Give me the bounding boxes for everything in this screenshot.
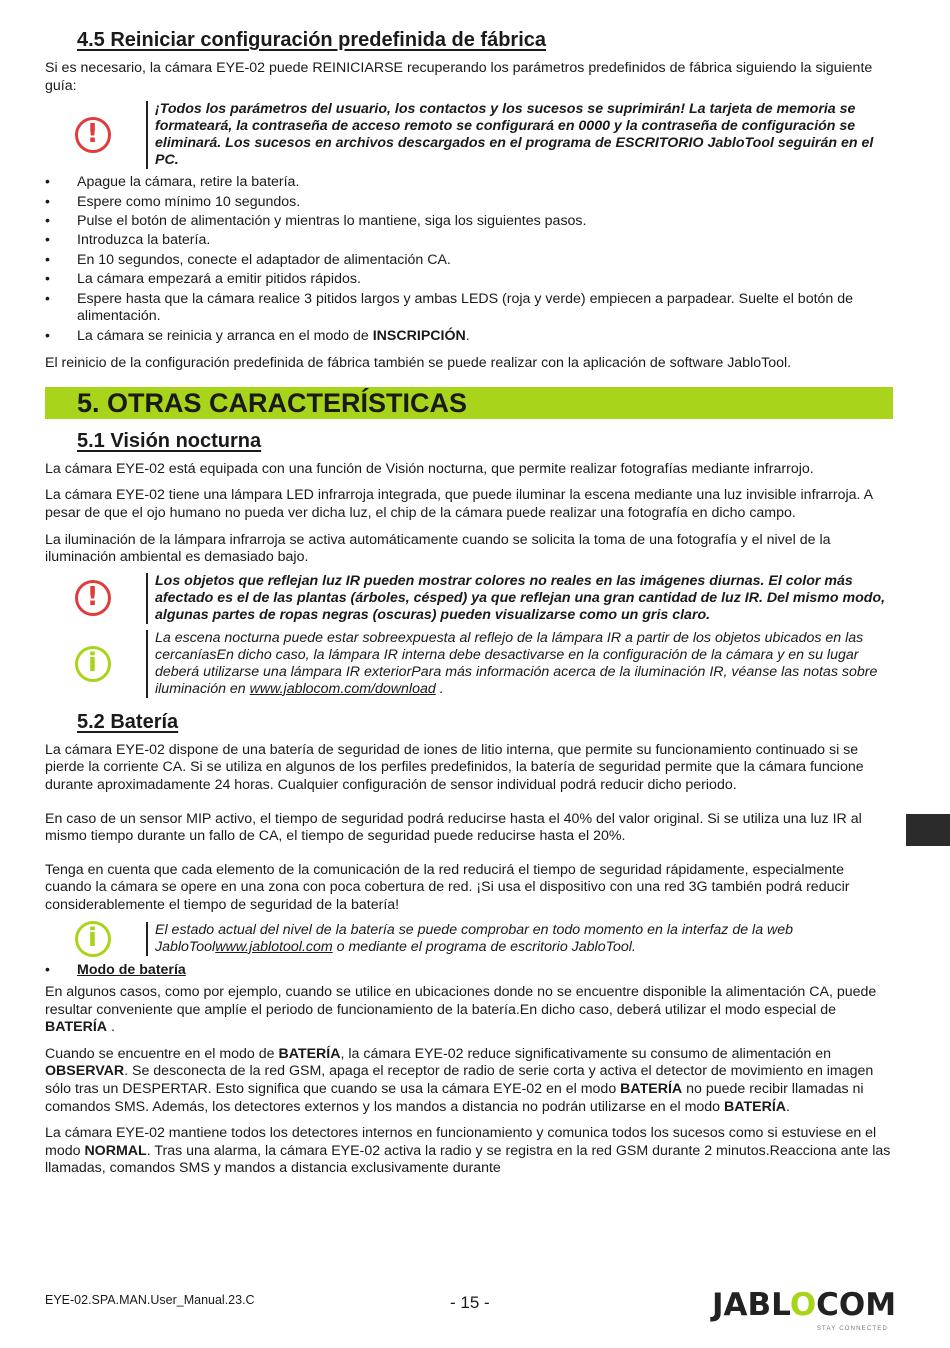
battery-info-note <box>45 921 893 957</box>
night-vision-p1: La cámara EYE-02 está equipada con una función de Visión nocturna, que permite realizar fotografías mediante infrarrojo. <box>45 460 814 477</box>
battery-mode-list <box>45 961 893 980</box>
ir-info-note <box>45 630 893 698</box>
list-item: • Espere como mínimo 10 segundos. <box>45 193 893 212</box>
battery-p6: La cámara EYE-02 mantiene todos los detectores internos en funcionamiento y comunica todos los sucesos como si estuviese en el modo NORMAL. Tras una alarma, la cámara EYE-02 activa la radio y se registra en la red GSM durante 2 minutos.Reacciona ante las llamadas, comandos SMS y mandos a distancia exclusivamente durante <box>45 1125 891 1177</box>
section-heading-5-1: 5.1 Visión nocturna <box>77 429 262 452</box>
reset-warning-text: ¡Todos los parámetros del usuario, los contactos y los sucesos se suprimirán! La tarjeta de memoria se formateará, la contraseña de acceso remoto se configurará en 0000 y la contraseña de configuración se eliminará. Los sucesos en archivos descargados en el programa de ESCRITORIO JabloTool seguirán en el PC. <box>146 101 893 169</box>
night-vision-p2: La cámara EYE-02 tiene una lámpara LED infrarroja integrada, que puede iluminar la escena mediante una luz invisible infrarroja. A pesar de que el ojo humano no pueda ver dicha luz, el chip de la cámara puede realizar una fotografía en dicho campo. <box>45 487 873 521</box>
section-heading-4-5: 4.5 Reiniciar configuración predefinida de fábrica <box>77 29 547 51</box>
exclamation-circle-icon: ! <box>75 117 111 153</box>
jablotool-link[interactable]: www.jablotool.com <box>215 938 333 955</box>
download-link[interactable]: www.jablocom.com/download <box>249 680 436 697</box>
battery-mode-title: Modo de batería <box>77 961 186 978</box>
document-id: EYE-02.SPA.MAN.User_Manual.23.C <box>45 1293 255 1307</box>
ir-warning-text: Los objetos que reflejan luz IR pueden mostrar colores no reales en las imágenes diurnas. El color más afectado es el de las plantas (árboles, césped) ya que reflejan una gran cantidad de luz IR. Del mismo modo, algunas partes de ropas negras (oscuras) pueden visualizarse como un gris claro. <box>146 573 893 624</box>
page-number: - 15 - <box>450 1293 490 1312</box>
list-item: • En 10 segundos, conecte el adaptador de alimentación CA. <box>45 251 893 270</box>
reset-steps-list <box>45 173 893 346</box>
section-heading-5-2: 5.2 Batería <box>77 710 179 733</box>
reset-warning-note <box>45 101 893 169</box>
list-item: • Introduzca la batería. <box>45 231 893 250</box>
battery-p2: En caso de un sensor MIP activo, el tiempo de seguridad podrá reducirse hasta el 40% del valor original. Si se utiliza una luz IR al mismo tiempo durante un fallo de CA, el tiempo de seguridad puede reducirse hasta el 20%. <box>45 810 862 845</box>
ir-info-text: La escena nocturna puede estar sobreexpuesta al reflejo de la lámpara IR a partir de los objetos ubicados en las cercaníasEn dicho caso, la lámpara IR interna debe desactivarse en la configuración de la cámara y en su lugar deberá utilizarse una lámpara IR exteriorPara más información acerca de la iluminación IR, véanse las notas sobre iluminación en www.jablocom.com/download . <box>146 630 893 698</box>
battery-p4: En algunos casos, como por ejemplo, cuando se utilice en ubicaciones donde no se encuentre disponible la alimentación CA, puede resultar conveniente que amplíe el periodo de funcionamiento de la batería.En dicho caso, deberá utilizar el modo especial de BATERÍA . <box>45 983 877 1036</box>
list-item: • Apague la cámara, retire la batería. <box>45 173 893 192</box>
list-item: • La cámara empezará a emitir pitidos rápidos. <box>45 270 893 289</box>
side-tab-marker <box>906 814 950 846</box>
night-vision-p3: La iluminación de la lámpara infrarroja se activa automáticamente cuando se solicita la toma de una fotografía y el nivel de la iluminación ambiental es demasiado bajo. <box>45 531 831 566</box>
list-item: • La cámara se reinicia y arranca en el modo de INSCRIPCIÓN. <box>45 327 893 346</box>
ir-warning-note <box>45 573 893 624</box>
exclamation-circle-icon: ! <box>75 580 111 616</box>
chapter-title-bar: 5. OTRAS CARACTERÍSTICAS <box>45 387 893 419</box>
jablocom-logo: JABLOCOM STAY CONNECTED <box>712 1287 897 1332</box>
reset-intro: Si es necesario, la cámara EYE-02 puede REINICIARSE recuperando los parámetros predefinidos de fábrica siguiendo la siguiente guía: <box>45 60 873 94</box>
battery-info-text: El estado actual del nivel de la batería se puede comprobar en todo momento en la interfaz de la web JabloToolwww.jablotool.com o mediante el programa de escritorio JabloTool. <box>146 922 893 956</box>
battery-p3: Tenga en cuenta que cada elemento de la comunicación de la red reducirá el tiempo de seguridad rápidamente, especialmente cuando la cámara se opere en una zona con poca cobertura de red. ¡Si usa el dispositivo con una red 3G también podrá reducir considerablemente el tiempo de seguridad de la batería! <box>45 861 850 913</box>
page-content <box>45 24 893 1187</box>
list-item: • Espere hasta que la cámara realice 3 pitidos largos y ambas LEDS (roja y verde) empiecen a parpadear. Suelte el botón de alimentación. <box>45 290 893 327</box>
list-item: • Pulse el botón de alimentación y mientras lo mantiene, siga los siguientes pasos. <box>45 212 893 231</box>
battery-p5: Cuando se encuentre en el modo de BATERÍA, la cámara EYE-02 reduce significativamente su consumo de alimentación en OBSERVAR. Se desconecta de la red GSM, apaga el receptor de radio de serie corta y activa el detector de movimiento en imagen sólo tras un DESPERTAR. Esto significa que cuando se usa la cámara EYE-02 en el modo BATERÍA no puede recibir llamadas ni comandos SMS. Además, los detectores externos y los mandos a distancia no podrán utilizarse en el modo BATERÍA. <box>45 1045 874 1115</box>
info-circle-icon: i <box>75 646 111 682</box>
info-circle-icon: i <box>75 921 111 957</box>
reset-outro: El reinicio de la configuración predefinida de fábrica también se puede realizar con la aplicación de software JabloTool. <box>45 355 792 372</box>
list-item <box>45 961 893 980</box>
battery-p1: La cámara EYE-02 dispone de una batería de seguridad de iones de litio interna, que permite su funcionamiento continuado si se pierde la corriente CA. Si se utiliza en algunos de los perfiles predefinidos, la batería de seguridad permite que la cámara funcione durante aproximadamente 24 horas. Cualquier configuración de sensor individual podrá reducir dicho periodo. <box>45 741 864 793</box>
